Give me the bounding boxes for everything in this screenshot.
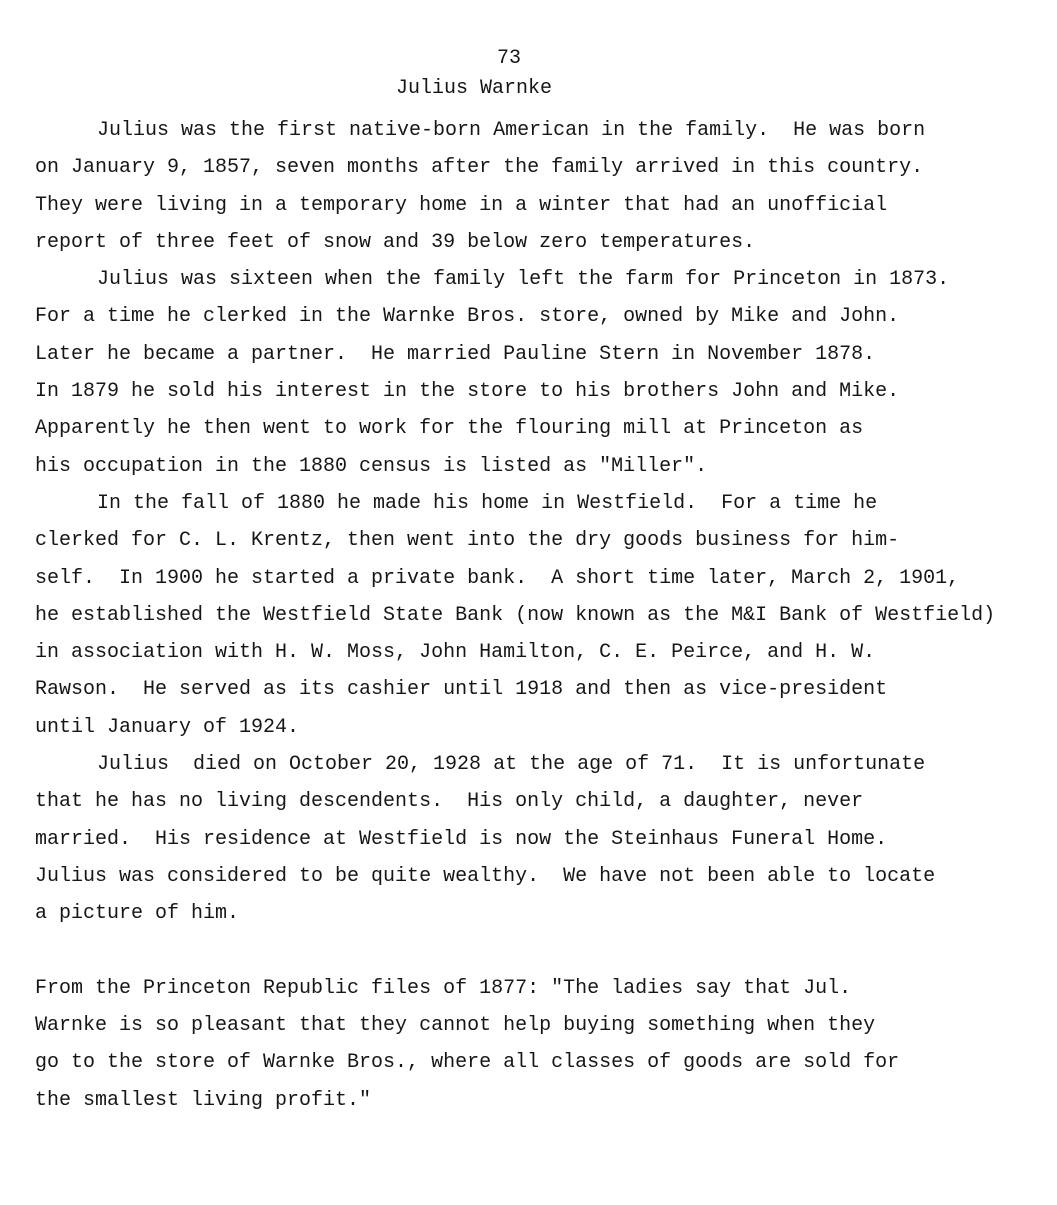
paragraph-princeton — [35, 261, 1050, 485]
text-line: report of three feet of snow and 39 below zero temperatures. — [35, 230, 756, 254]
text-line: his occupation in the 1880 census is listed as "Miller". — [35, 454, 708, 478]
page-number: 73 — [497, 47, 522, 70]
text-line: on January 9, 1857, seven months after the family arrived in this country. — [35, 156, 924, 180]
text-line: In 1879 he sold his interest in the store to his brothers John and Mike. — [35, 380, 900, 404]
text-line: Warnke is so pleasant that they cannot help buying something when they — [35, 1014, 876, 1038]
text-line: Later he became a partner. He married Pauline Stern in November 1878. — [35, 342, 876, 366]
page-title: Julius Warnke — [396, 77, 553, 100]
paragraph-gap — [35, 933, 1050, 970]
text-line: clerked for C. L. Krentz, then went into the dry goods business for him- — [35, 529, 900, 553]
text-line: In the fall of 1880 he made his home in Westfield. For a time he — [97, 491, 878, 515]
text-line: Apparently he then went to work for the flouring mill at Princeton as — [35, 417, 864, 441]
body-text — [35, 112, 1050, 1119]
text-line: Julius was sixteen when the family left the farm for Princeton in 1873. — [97, 268, 950, 292]
paragraph-birth — [35, 112, 1050, 261]
text-line: They were living in a temporary home in a winter that had an unofficial — [35, 193, 888, 217]
text-line: Julius was the first native-born American in the family. He was born — [97, 119, 926, 142]
text-line: he established the Westfield State Bank (now known as the M&I Bank of Westfield) — [35, 603, 996, 627]
text-line: that he has no living descendents. His only child, a daughter, never — [35, 790, 864, 814]
text-line: the smallest living profit." — [35, 1088, 372, 1112]
text-line: For a time he clerked in the Warnke Bros. store, owned by Mike and John. — [35, 305, 900, 329]
text-line: until January of 1924. — [35, 715, 300, 739]
text-line: Rawson. He served as its cashier until 1918 and then as vice-president — [35, 678, 888, 702]
paragraph-westfield — [35, 485, 1050, 746]
text-line: Julius died on October 20, 1928 at the age of 71. It is unfortunate — [97, 753, 926, 777]
quote-block — [35, 970, 1050, 1119]
text-line: in association with H. W. Moss, John Hamilton, C. E. Peirce, and H. W. — [35, 641, 876, 665]
text-line: Julius was considered to be quite wealthy. We have not been able to locate — [35, 864, 936, 888]
paragraph-death — [35, 746, 1050, 932]
text-line: a picture of him. — [35, 902, 240, 926]
text-line: go to the store of Warnke Bros., where all classes of goods are sold for — [35, 1051, 900, 1075]
text-line: married. His residence at Westfield is now the Steinhaus Funeral Home. — [35, 827, 888, 851]
text-line: From the Princeton Republic files of 1877: "The ladies say that Jul. — [35, 976, 852, 1000]
text-line: self. In 1900 he started a private bank. A short time later, March 2, 1901, — [35, 566, 960, 590]
